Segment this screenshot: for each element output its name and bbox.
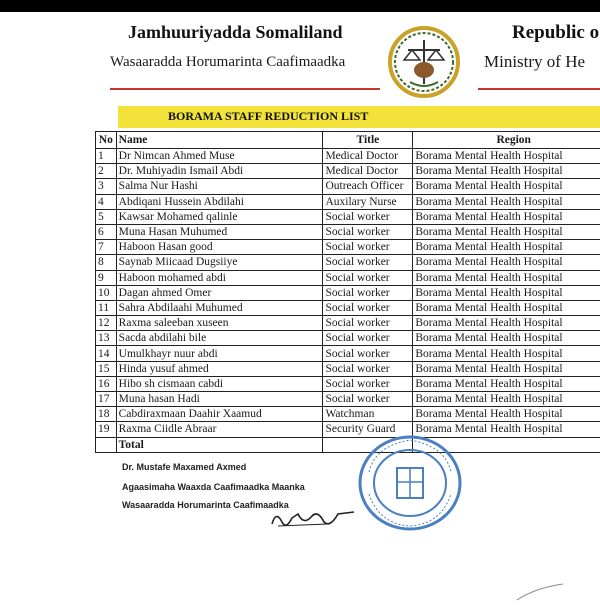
row-no: 9 xyxy=(96,270,117,285)
row-title: Social worker xyxy=(323,255,413,270)
total-no-cell xyxy=(96,437,117,452)
row-region: Borama Mental Health Hospital xyxy=(413,285,600,300)
row-region: Borama Mental Health Hospital xyxy=(413,164,600,179)
row-region: Borama Mental Health Hospital xyxy=(413,270,600,285)
ministry-name-somali: Wasaaradda Horumarinta Caafimaadka xyxy=(110,54,346,70)
org-name-somali: Jamhuuriyadda Somaliland xyxy=(128,22,343,42)
stamp-icon xyxy=(355,432,465,534)
signatory-role: Agaasimaha Waaxda Caafimaadka Maanka xyxy=(122,482,305,492)
row-region: Borama Mental Health Hospital xyxy=(413,255,600,270)
list-title-bar xyxy=(118,106,600,128)
header-rule-left xyxy=(110,88,380,90)
row-no: 17 xyxy=(96,392,117,407)
table-row xyxy=(96,285,600,300)
table-row xyxy=(96,376,600,391)
row-no: 12 xyxy=(96,316,117,331)
org-name-english: Republic o xyxy=(512,22,600,43)
signatory-name: Dr. Mustafe Maxamed Axmed xyxy=(122,462,247,472)
total-row xyxy=(96,437,600,452)
total-label: Total xyxy=(116,437,323,452)
row-no: 7 xyxy=(96,240,117,255)
row-name: Raxma saleeban xuseen xyxy=(116,316,323,331)
row-no: 10 xyxy=(96,285,117,300)
row-region: Borama Mental Health Hospital xyxy=(413,194,600,209)
table-row xyxy=(96,179,600,194)
table-row xyxy=(96,361,600,376)
row-title: Social worker xyxy=(323,285,413,300)
row-region: Borama Mental Health Hospital xyxy=(413,240,600,255)
row-region: Borama Mental Health Hospital xyxy=(413,392,600,407)
row-name: Raxma Ciidle Abraar xyxy=(116,422,323,437)
header-name: Name xyxy=(116,132,323,149)
staff-table xyxy=(95,131,600,453)
row-title: Social worker xyxy=(323,270,413,285)
list-title: BORAMA STAFF REDUCTION LIST xyxy=(168,109,369,123)
row-title: Social worker xyxy=(323,331,413,346)
row-no: 19 xyxy=(96,422,117,437)
row-no: 2 xyxy=(96,164,117,179)
table-row xyxy=(96,422,600,437)
row-region: Borama Mental Health Hospital xyxy=(413,361,600,376)
row-title: Medical Doctor xyxy=(323,149,413,164)
row-name: Dagan ahmed Omer xyxy=(116,285,323,300)
row-title: Social worker xyxy=(323,392,413,407)
row-title: Medical Doctor xyxy=(323,164,413,179)
row-name: Haboon Hasan good xyxy=(116,240,323,255)
header-title: Title xyxy=(323,132,413,149)
row-no: 11 xyxy=(96,300,117,315)
table-row xyxy=(96,164,600,179)
row-name: Abdiqani Hussein Abdilahi xyxy=(116,194,323,209)
table-header-row xyxy=(96,132,600,149)
row-no: 3 xyxy=(96,179,117,194)
row-name: Umulkhayr nuur abdi xyxy=(116,346,323,361)
row-region: Borama Mental Health Hospital xyxy=(413,346,600,361)
row-title: Social worker xyxy=(323,376,413,391)
ministry-name-english: Ministry of He xyxy=(484,52,586,71)
signatory-ministry: Wasaaradda Horumarinta Caafimaadka xyxy=(122,500,289,510)
top-black-bar xyxy=(0,0,600,12)
row-name: Haboon mohamed abdi xyxy=(116,270,323,285)
row-title: Outreach Officer xyxy=(323,179,413,194)
row-region: Borama Mental Health Hospital xyxy=(413,422,600,437)
table-row xyxy=(96,149,600,164)
coat-of-arms-icon xyxy=(386,24,462,100)
row-no: 14 xyxy=(96,346,117,361)
row-name: Kawsar Mohamed qalinle xyxy=(116,209,323,224)
table-row xyxy=(96,255,600,270)
row-no: 18 xyxy=(96,407,117,422)
table-row xyxy=(96,316,600,331)
row-title: Social worker xyxy=(323,346,413,361)
row-region: Borama Mental Health Hospital xyxy=(413,149,600,164)
row-name: Dr. Muhiyadin Ismail Abdi xyxy=(116,164,323,179)
row-title: Social worker xyxy=(323,224,413,239)
row-region: Borama Mental Health Hospital xyxy=(413,179,600,194)
table-row xyxy=(96,300,600,315)
row-title: Social worker xyxy=(323,300,413,315)
row-no: 13 xyxy=(96,331,117,346)
row-region: Borama Mental Health Hospital xyxy=(413,376,600,391)
row-name: Salma Nur Hashi xyxy=(116,179,323,194)
table-row xyxy=(96,240,600,255)
row-title: Social worker xyxy=(323,316,413,331)
row-region: Borama Mental Health Hospital xyxy=(413,224,600,239)
row-region: Borama Mental Health Hospital xyxy=(413,316,600,331)
row-name: Muna hasan Hadi xyxy=(116,392,323,407)
row-no: 15 xyxy=(96,361,117,376)
table-row xyxy=(96,224,600,239)
row-no: 1 xyxy=(96,149,117,164)
row-name: Hibo sh cismaan cabdi xyxy=(116,376,323,391)
header-region: Region xyxy=(413,132,600,149)
row-title: Social worker xyxy=(323,209,413,224)
table-row xyxy=(96,209,600,224)
row-name: Cabdiraxmaan Daahir Xaamud xyxy=(116,407,323,422)
pen-mark-icon xyxy=(515,582,565,602)
row-name: Hinda yusuf ahmed xyxy=(116,361,323,376)
row-name: Saynab Miicaad Dugsiiye xyxy=(116,255,323,270)
row-region: Borama Mental Health Hospital xyxy=(413,209,600,224)
row-region: Borama Mental Health Hospital xyxy=(413,407,600,422)
row-no: 8 xyxy=(96,255,117,270)
table-row xyxy=(96,270,600,285)
table-row xyxy=(96,194,600,209)
row-no: 6 xyxy=(96,224,117,239)
row-title: Auxilary Nurse xyxy=(323,194,413,209)
signature-icon xyxy=(268,504,358,532)
row-region: Borama Mental Health Hospital xyxy=(413,300,600,315)
header-rule-right xyxy=(478,88,600,90)
row-title: Social worker xyxy=(323,240,413,255)
row-title: Watchman xyxy=(323,407,413,422)
row-name: Dr Nimcan Ahmed Muse xyxy=(116,149,323,164)
table-row xyxy=(96,392,600,407)
header-no: No xyxy=(96,132,117,149)
row-no: 16 xyxy=(96,376,117,391)
row-name: Muna Hasan Muhumed xyxy=(116,224,323,239)
row-region: Borama Mental Health Hospital xyxy=(413,331,600,346)
table-row xyxy=(96,346,600,361)
table-row xyxy=(96,407,600,422)
table-row xyxy=(96,331,600,346)
row-title: Security Guard xyxy=(323,422,413,437)
row-title: Social worker xyxy=(323,361,413,376)
row-no: 4 xyxy=(96,194,117,209)
row-name: Sahra Abdilaahi Muhumed xyxy=(116,300,323,315)
row-no: 5 xyxy=(96,209,117,224)
row-name: Sacda abdilahi bile xyxy=(116,331,323,346)
